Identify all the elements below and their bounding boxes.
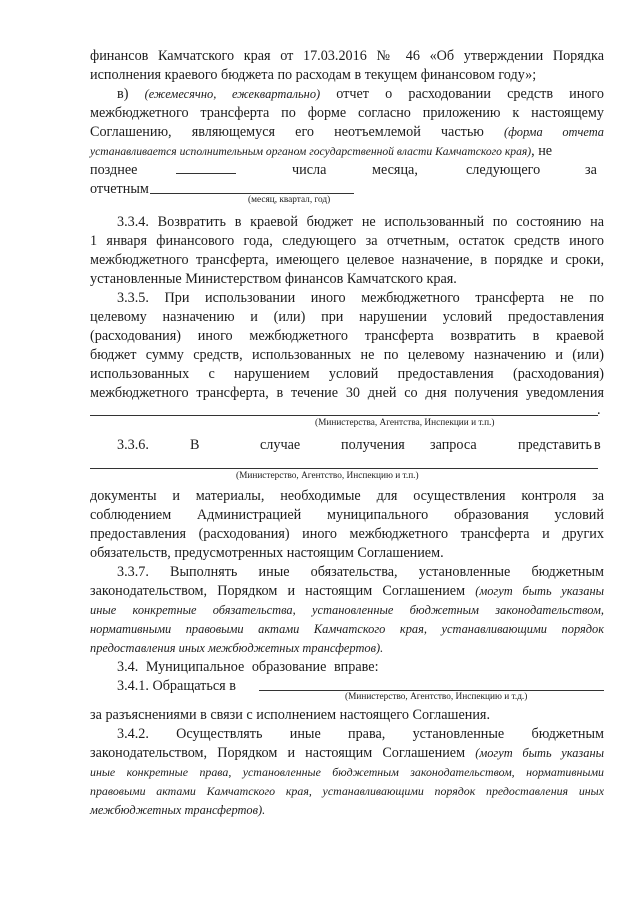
italic-note: правовыми актами Камчатского края, устанавливающими порядок предоставления иных bbox=[90, 784, 604, 798]
text-line: следующего bbox=[466, 162, 541, 178]
text-line: в bbox=[594, 437, 601, 453]
text-line: получения bbox=[341, 437, 405, 453]
text-line: межбюджетного трансферта по форме согласно приложению к настоящему bbox=[90, 105, 604, 121]
text-line: использованных с нарушением условий предоставления (расходования) bbox=[90, 366, 604, 382]
text-line: межбюджетного трансферта, имеющего целевое назначение, в порядке и сроки, bbox=[90, 252, 604, 268]
text-line bbox=[90, 123, 604, 141]
text-line: . bbox=[597, 402, 601, 418]
text-line: отчетным bbox=[90, 181, 149, 197]
text-fragment: законодательством, Порядком и настоящим Соглашением bbox=[90, 745, 476, 761]
text-line: соблюдением Администрацией муниципального образования условий bbox=[90, 507, 604, 523]
field-caption: (Министерство, Агентство, Инспекцию и т.п.) bbox=[236, 471, 419, 481]
italic-note: иные конкретные права, установленные бюджетным законодательством, нормативными bbox=[90, 765, 604, 779]
text-fragment: , не bbox=[531, 143, 553, 159]
text-line: целевому назначению и (или) при нарушении условий предоставления bbox=[90, 309, 604, 325]
text-line: финансов Камчатского края от 17.03.2016 № 46 «Об утверждении Порядка bbox=[90, 48, 604, 64]
text-line: 1 января финансового года, следующего за отчетным, остаток средств иного bbox=[90, 233, 604, 249]
text-line: позднее bbox=[90, 162, 138, 178]
text-line bbox=[90, 744, 604, 762]
blank-line bbox=[150, 193, 354, 194]
text-fragment: отчет о расходовании средств иного bbox=[320, 86, 604, 102]
text-line: 3.3.7. Выполнять иные обязательства, установленные бюджетным bbox=[117, 564, 604, 580]
text-line: исполнения краевого бюджета по расходам в текущем финансовом году»; bbox=[90, 67, 537, 83]
text-line: 3.4.1. Обращаться в bbox=[117, 678, 236, 694]
text-line: бюджет сумму средств, использованных не по целевому назначению и (или) bbox=[90, 347, 604, 363]
blank-line bbox=[259, 690, 604, 691]
italic-note: нормативными правовыми актами Камчатского края, устанавливающими порядок bbox=[90, 622, 604, 636]
italic-note: устанавливается исполнительным органом государственной власти Камчатского края) bbox=[90, 145, 532, 158]
text-line: предоставления (расходования) иного межбюджетного трансферта и других bbox=[90, 526, 604, 542]
text-fragment: Соглашению, являющемуся его неотъемлемой частью bbox=[90, 124, 505, 140]
text-line: за bbox=[585, 162, 597, 178]
field-caption: (месяц, квартал, год) bbox=[248, 195, 331, 205]
text-line bbox=[117, 85, 604, 103]
text-line: документы и материалы, необходимые для осуществления контроля за bbox=[90, 488, 604, 504]
text-line: 3.3.4. Возвратить в краевой бюджет не использованный по состоянию на bbox=[117, 214, 604, 230]
text-line bbox=[90, 142, 604, 161]
text-line: 3.4.2. Осуществлять иные права, установленные бюджетным bbox=[117, 726, 604, 742]
field-caption: (Министерство, Агентство, Инспекцию и т.д.) bbox=[345, 692, 528, 702]
text-line: запроса bbox=[430, 437, 477, 453]
italic-note: (ежемесячно, ежеквартально) bbox=[144, 87, 321, 101]
text-line: 3.3.6. bbox=[117, 437, 149, 453]
text-line: обязательств, предусмотренных настоящим Соглашением. bbox=[90, 545, 444, 561]
italic-note: иные конкретные обязательства, установленные бюджетным законодательством, bbox=[90, 603, 604, 617]
text-line: месяца, bbox=[372, 162, 418, 178]
text-line: 3.3.5. При использовании иного межбюджетного трансферта не по bbox=[117, 290, 604, 306]
blank-line bbox=[176, 173, 236, 174]
text-line bbox=[90, 582, 604, 600]
text-line: установленные Министерством финансов Камчатского края. bbox=[90, 271, 457, 287]
italic-note: предоставления иных межбюджетных трансфертов). bbox=[90, 641, 384, 655]
text-line: случае bbox=[260, 437, 301, 453]
italic-note: межбюджетных трансфертов). bbox=[90, 803, 266, 817]
text-line: (расходования) иного межбюджетного трансферта возвратить в краевой bbox=[90, 328, 604, 344]
text-line: представить bbox=[518, 437, 592, 453]
italic-note: (могут быть указаны bbox=[475, 746, 604, 760]
text-line: числа bbox=[292, 162, 327, 178]
text-fragment: в) bbox=[117, 86, 145, 102]
field-caption: (Министерства, Агентства, Инспекции и т.п.) bbox=[315, 418, 495, 428]
blank-line bbox=[90, 468, 598, 469]
blank-line bbox=[90, 415, 598, 416]
italic-note: (форма отчета bbox=[504, 125, 604, 139]
text-line: В bbox=[190, 437, 200, 453]
italic-note: (могут быть указаны bbox=[475, 584, 604, 598]
text-line: межбюджетного трансферта, в течение 30 дней со дня получения уведомления bbox=[90, 385, 604, 401]
text-line: за разъяснениями в связи с исполнением настоящего Соглашения. bbox=[90, 707, 490, 723]
section-heading: 3.4. Муниципальное образование вправе: bbox=[117, 659, 379, 675]
text-fragment: законодательством, Порядком и настоящим Соглашением bbox=[90, 583, 476, 599]
